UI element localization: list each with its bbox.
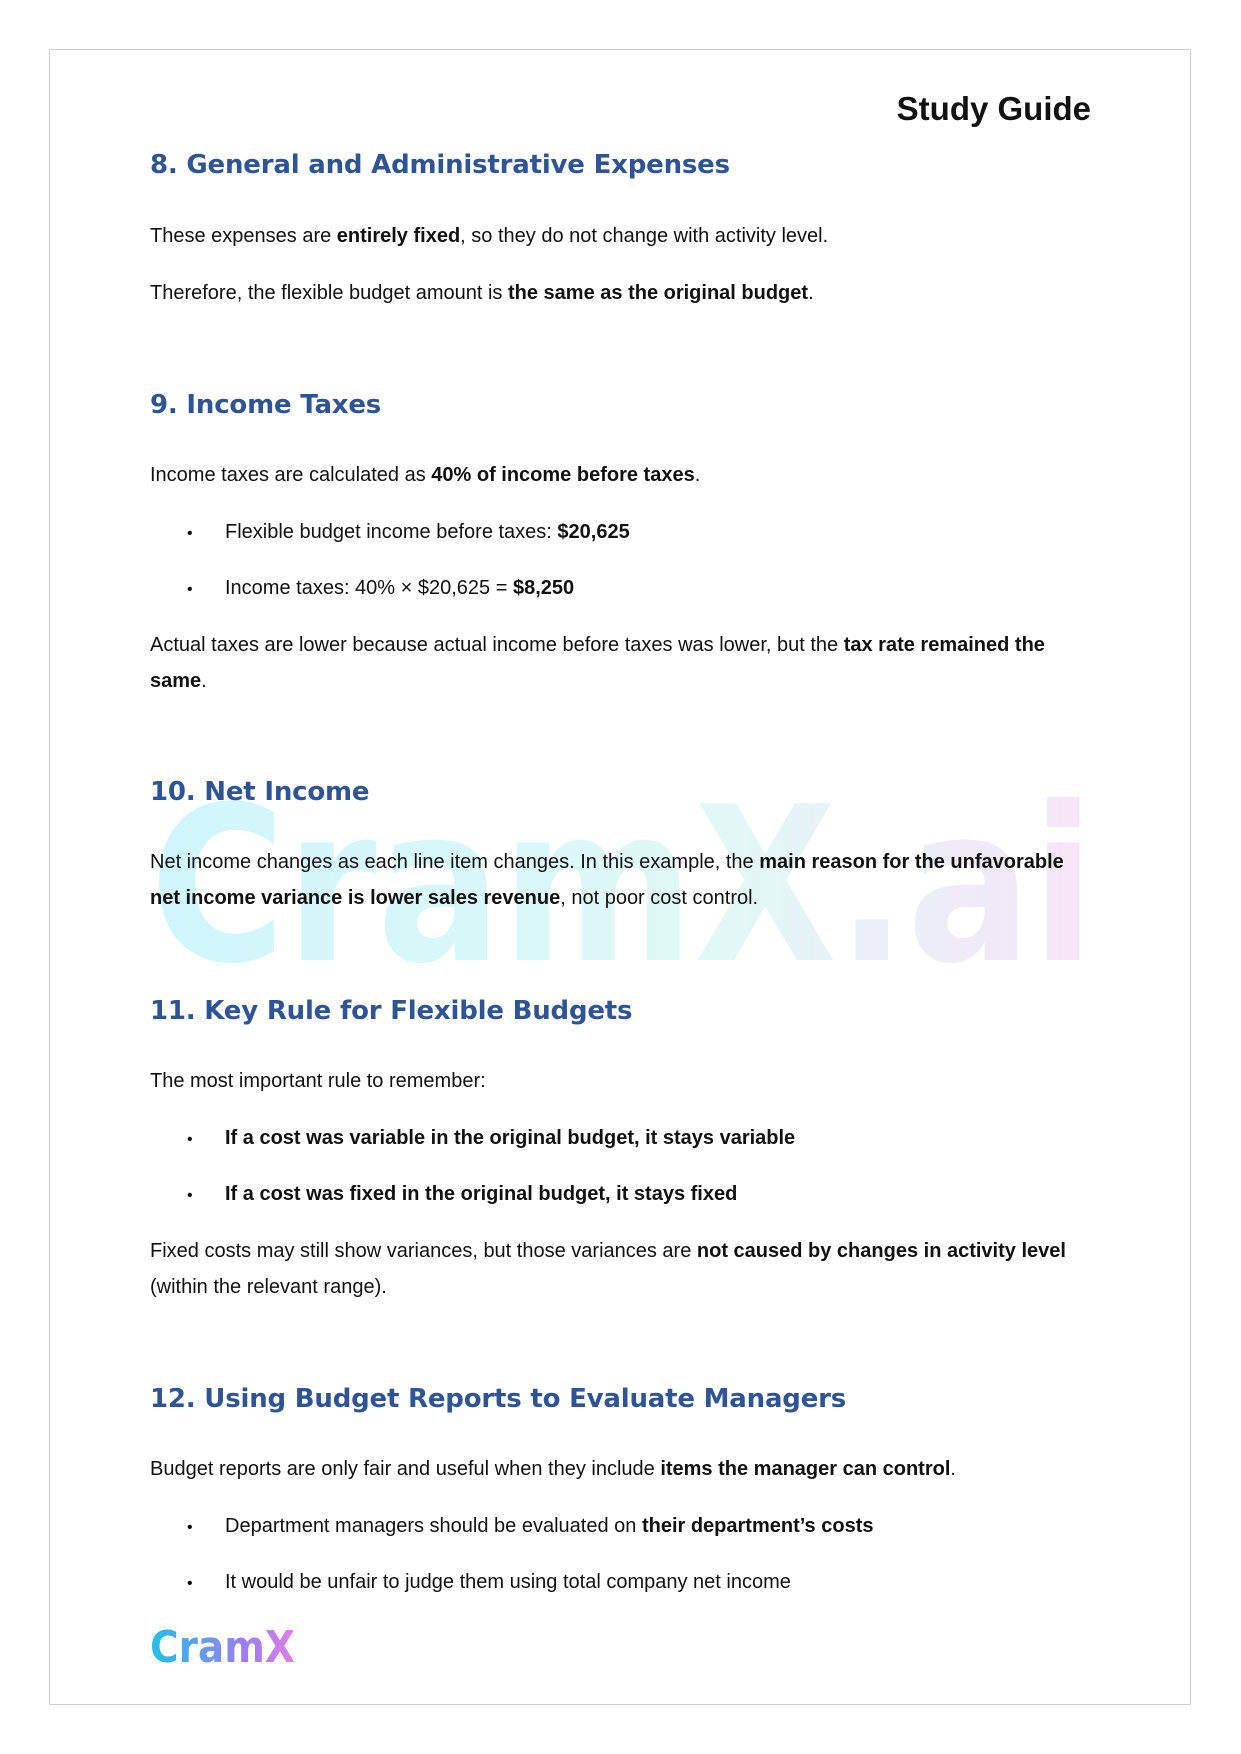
section-12-heading: 12. Using Budget Reports to Evaluate Managers [150, 1384, 847, 1414]
section-8-heading: 8. General and Administrative Expenses [150, 150, 730, 180]
cramx-logo [150, 1620, 300, 1672]
section-12-paragraph-1: Budget reports are only fair and useful when they include items the manager can control. [150, 1458, 956, 1480]
list-item: • It would be unfair to judge them using total company net income [187, 1571, 791, 1593]
list-item: • Income taxes: 40% × $20,625 = $8,250 [187, 577, 575, 599]
list-item: • If a cost was variable in the original budget, it stays variable [187, 1127, 796, 1149]
section-8-paragraph-1: These expenses are entirely fixed, so they do not change with activity level. [150, 225, 829, 247]
logo-text: CramX [150, 1622, 296, 1672]
section-11-paragraph-2: Fixed costs may still show variances, but those variances are not caused by changes in activity level (within the relevant range). [150, 1240, 1066, 1298]
page-header-title: Study Guide [896, 90, 1091, 127]
section-10-paragraph-1: Net income changes as each line item changes. In this example, the main reason for the unfavorable net income variance is lower sales revenue, not poor cost control. [150, 851, 1064, 909]
watermark-text: CramX.ai [150, 760, 1095, 990]
section-11-paragraph-1: The most important rule to remember: [150, 1070, 486, 1092]
section-11-heading: 11. Key Rule for Flexible Budgets [150, 996, 633, 1026]
list-item: • If a cost was fixed in the original budget, it stays fixed [187, 1183, 738, 1205]
section-8-paragraph-2: Therefore, the flexible budget amount is the same as the original budget. [150, 282, 814, 304]
section-10-heading: 10. Net Income [150, 777, 370, 807]
section-9-heading: 9. Income Taxes [150, 390, 382, 420]
section-9-paragraph-2: Actual taxes are lower because actual income before taxes was lower, but the tax rate remained the same. [150, 634, 1045, 692]
list-item: • Department managers should be evaluated on their department’s costs [187, 1515, 874, 1537]
list-item: • Flexible budget income before taxes: $20,625 [187, 521, 630, 543]
section-9-paragraph-1: Income taxes are calculated as 40% of income before taxes. [150, 464, 701, 486]
